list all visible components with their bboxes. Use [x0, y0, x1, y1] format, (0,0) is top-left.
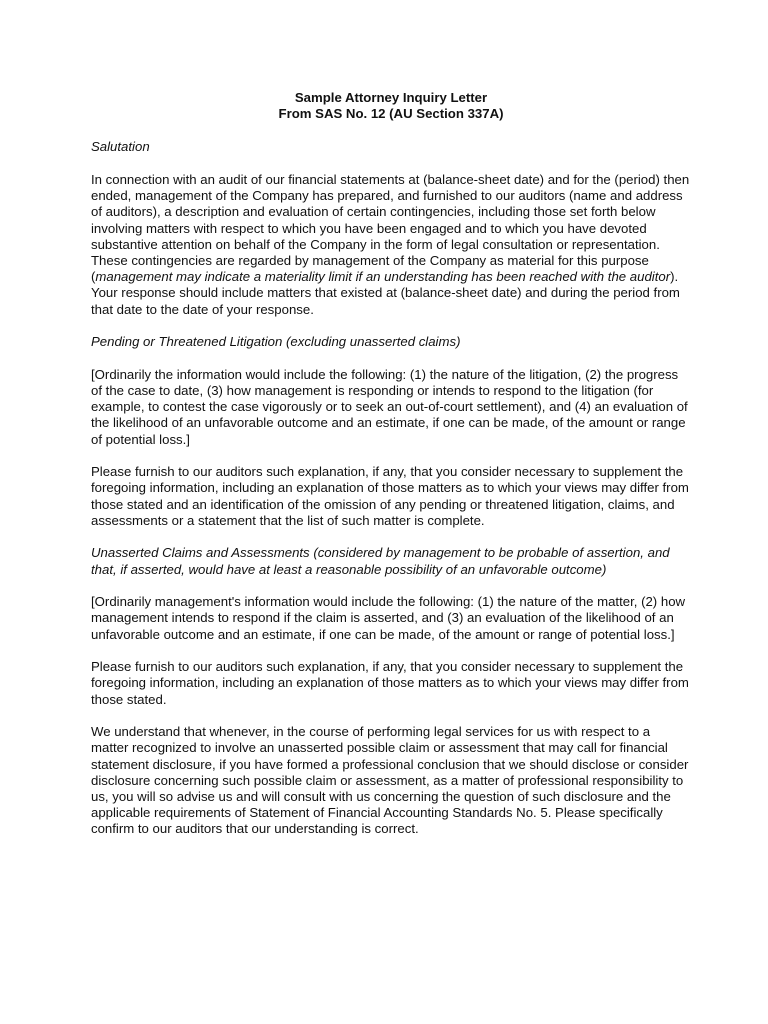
intro-text-end: ). Your response should include matters that existed at (balance-sheet date) and during the period from that date to the date of your response. — [91, 269, 680, 317]
intro-paragraph — [91, 172, 691, 318]
furnish-paragraph-1: Please furnish to our auditors such explanation, if any, that you consider necessary to supplement the foregoing information, including an explanation of those matters as to which your views may differ from those stated and an identification of the omission of any pending or threatened litigation, claims, and assessments or a statement that the list of such matter is complete. — [91, 464, 689, 528]
salutation: Salutation — [91, 139, 150, 155]
document-subtitle: From SAS No. 12 (AU Section 337A) — [278, 106, 504, 122]
intro-text-start: In connection with an audit of our financial statements at (balance-sheet date) and for the (period) then ended, management of the Company has prepared, and furnished to our auditors (name and address of auditors), a description and evaluation of certain contingencies, including those set forth below involving matters with respect to which you have been engaged and to which you have devoted substantive attention on behalf of the Company in the form of legal consultation or representation. These contingencies are regarded by management of the Company as material for this purpose ( — [91, 172, 690, 285]
unasserted-claims-info: [Ordinarily management's information would include the following: (1) the nature of the matter, (2) how management intends to respond if the claim is asserted, and (3) an evaluation of the likelihood of an unfavorable outcome and an estimate, if one can be made, of the amount or range of potential loss.] — [91, 594, 686, 642]
unasserted-claims-heading: Unasserted Claims and Assessments (considered by management to be probable of assertion, and that, if asserted, would have at least a reasonable possibility of an unfavorable outcome) — [91, 545, 670, 577]
pending-litigation-info: [Ordinarily the information would include the following: (1) the nature of the litigation, (2) the progress of the case to date, (3) how management is responding or intends to respond to the litigation (for example, to contest the case vigorously or to seek an out-of-court settlement), and (4) an evaluation of the likelihood of an unfavorable outcome and an estimate, if one can be made, of the amount or range of potential loss.] — [91, 366, 688, 447]
understanding-paragraph: We understand that whenever, in the course of performing legal services for us with respect to a matter recognized to involve an unasserted possible claim or assessment that may call for financial statement disclosure, if you have formed a professional conclusion that we should disclose or consider disclosure concerning such possible claim or assessment, as a matter of professional responsibility to us, you will so advise us and will consult with us concerning the question of such disclosure and the applicable requirements of Statement of Financial Accounting Standards No. 5. Please specifically confirm to our auditors that our understanding is correct. — [91, 724, 689, 837]
document-title: Sample Attorney Inquiry Letter — [294, 90, 488, 105]
pending-litigation-heading: Pending or Threatened Litigation (excluding unasserted claims) — [91, 334, 461, 350]
title-block — [91, 90, 691, 122]
materiality-note: management may indicate a materiality limit if an understanding has been reached with the auditor — [95, 269, 671, 285]
letter-body — [91, 90, 691, 854]
furnish-paragraph-2: Please furnish to our auditors such explanation, if any, that you consider necessary to supplement the foregoing information, including an explanation of those matters as to which your views may differ from those stated. — [91, 659, 689, 707]
